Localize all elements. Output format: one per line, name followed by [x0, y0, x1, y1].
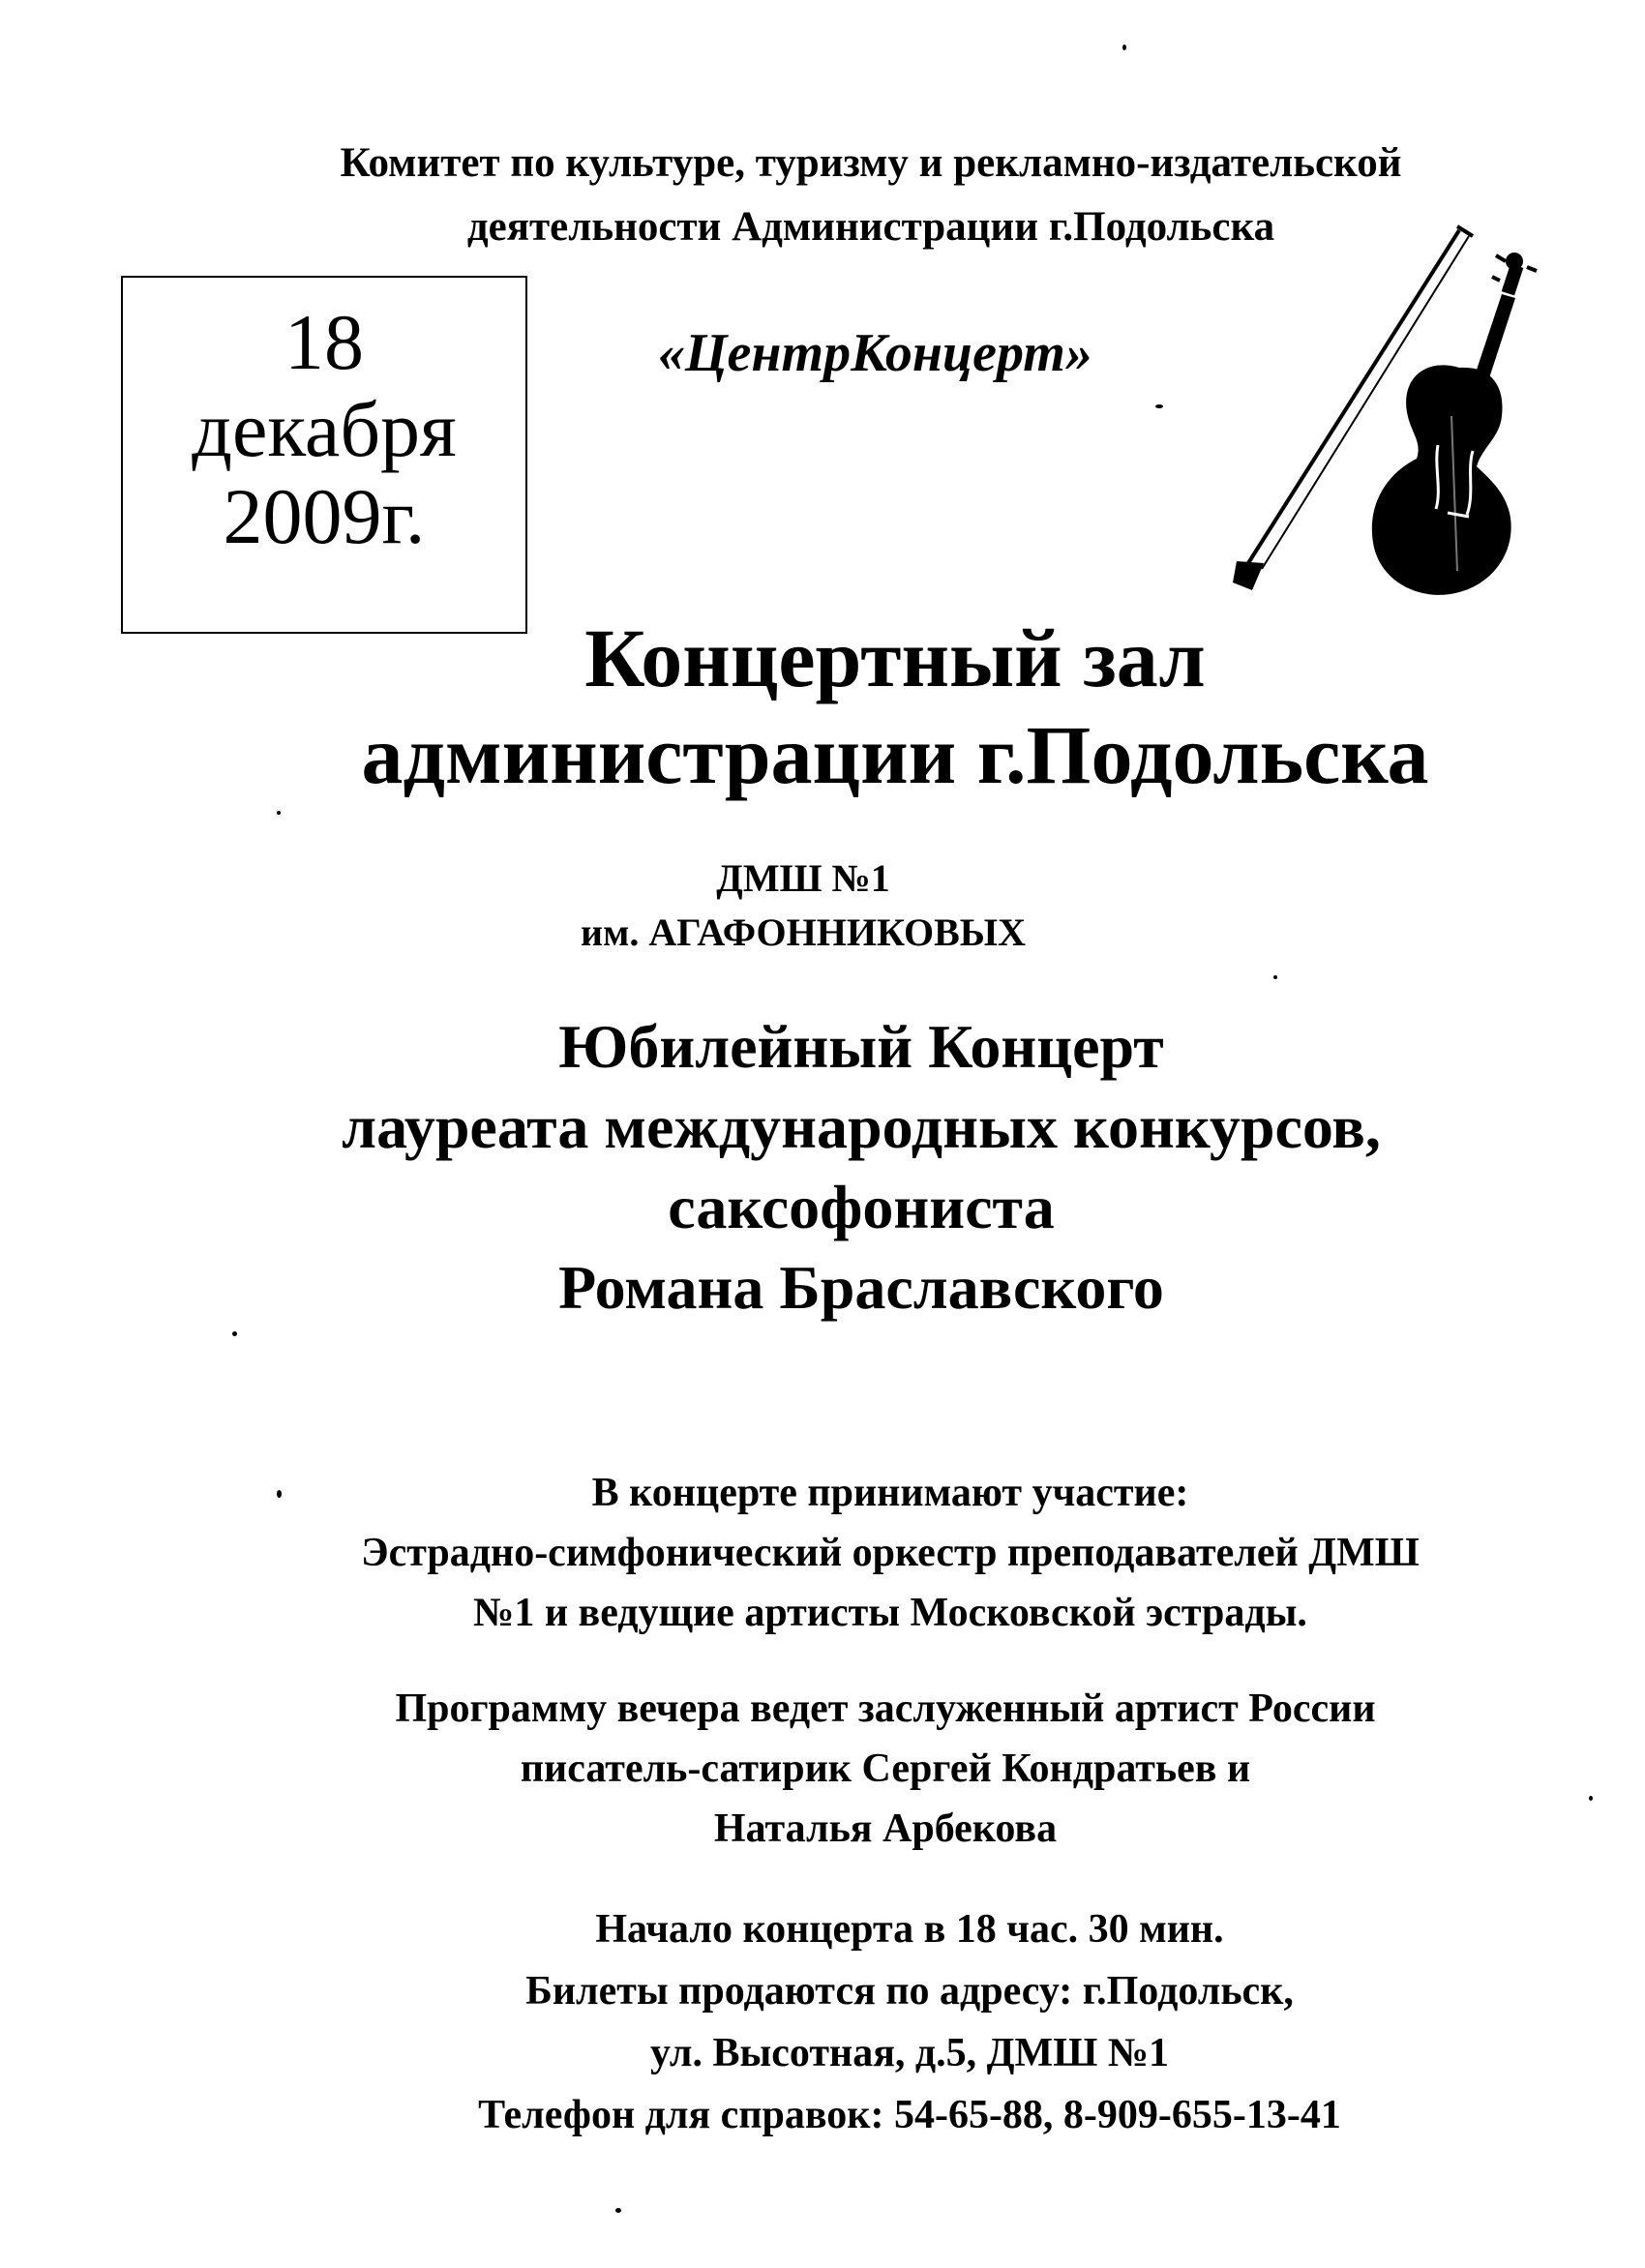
host-block — [290, 1679, 1480, 1859]
participants-line-3: №1 и ведущие артисты Московской эстрады. — [473, 1591, 1307, 1635]
organizer-line-2: деятельности Администрации г.Подольска — [466, 204, 1275, 250]
scan-speck — [615, 2208, 621, 2213]
concert-line-3: саксофониста — [668, 1173, 1055, 1241]
scan-speck — [1122, 45, 1126, 50]
concert-title — [232, 1006, 1490, 1328]
venue-line-1: Концертный зал — [584, 612, 1206, 704]
address-line: ул. Высотная, д.5, ДМШ №1 — [649, 2031, 1170, 2075]
start-time: Начало концерта в 18 час. 30 мин. — [595, 1907, 1224, 1952]
participants-line-2: Эстрадно-симфонический оркестр преподавателей ДМШ — [361, 1531, 1420, 1575]
concert-line-4: Романа Браславского — [558, 1253, 1164, 1322]
violin-icon — [1219, 223, 1568, 610]
organizer-line-1: Комитет по культуре, туризму и рекламно-издательской — [340, 140, 1402, 186]
venue-line-2: администрации г.Подольска — [361, 708, 1429, 801]
date-box — [121, 276, 527, 634]
venue-title — [261, 610, 1529, 803]
date-day: 18 — [284, 298, 364, 386]
host-line-3: Наталья Арбекова — [713, 1806, 1058, 1851]
participants-line-1: В концерте принимают участие: — [591, 1471, 1189, 1515]
scan-speck — [1155, 404, 1163, 408]
info-block — [348, 1898, 1471, 2146]
school-line-2: им. АГАФОННИКОВЫХ — [581, 910, 1026, 954]
date-month: декабря — [192, 385, 457, 473]
concert-line-2: лауреата международных конкурсов, — [342, 1092, 1381, 1161]
concert-line-1: Юбилейный Концерт — [558, 1012, 1164, 1081]
host-line-2: писатель-сатирик Сергей Кондратьев и — [520, 1746, 1251, 1791]
school-name — [581, 851, 1026, 960]
scan-speck — [277, 811, 281, 815]
school-line-1: ДМШ №1 — [716, 856, 890, 900]
company-name: «ЦентрКонцерт» — [658, 323, 1092, 383]
scan-speck — [277, 1490, 282, 1498]
tickets-line: Билеты продаются по адресу: г.Подольск, — [525, 1969, 1294, 2014]
participants-block — [252, 1463, 1529, 1643]
scan-speck — [232, 1331, 237, 1336]
scan-speck — [1273, 975, 1277, 979]
date-year: 2009г. — [223, 472, 426, 560]
phone-line: Телефон для справок: 54-65-88, 8-909-655-13-41 — [478, 2093, 1341, 2137]
scan-speck — [1589, 1796, 1593, 1801]
host-line-1: Программу вечера ведет заслуженный артист России — [395, 1686, 1376, 1731]
